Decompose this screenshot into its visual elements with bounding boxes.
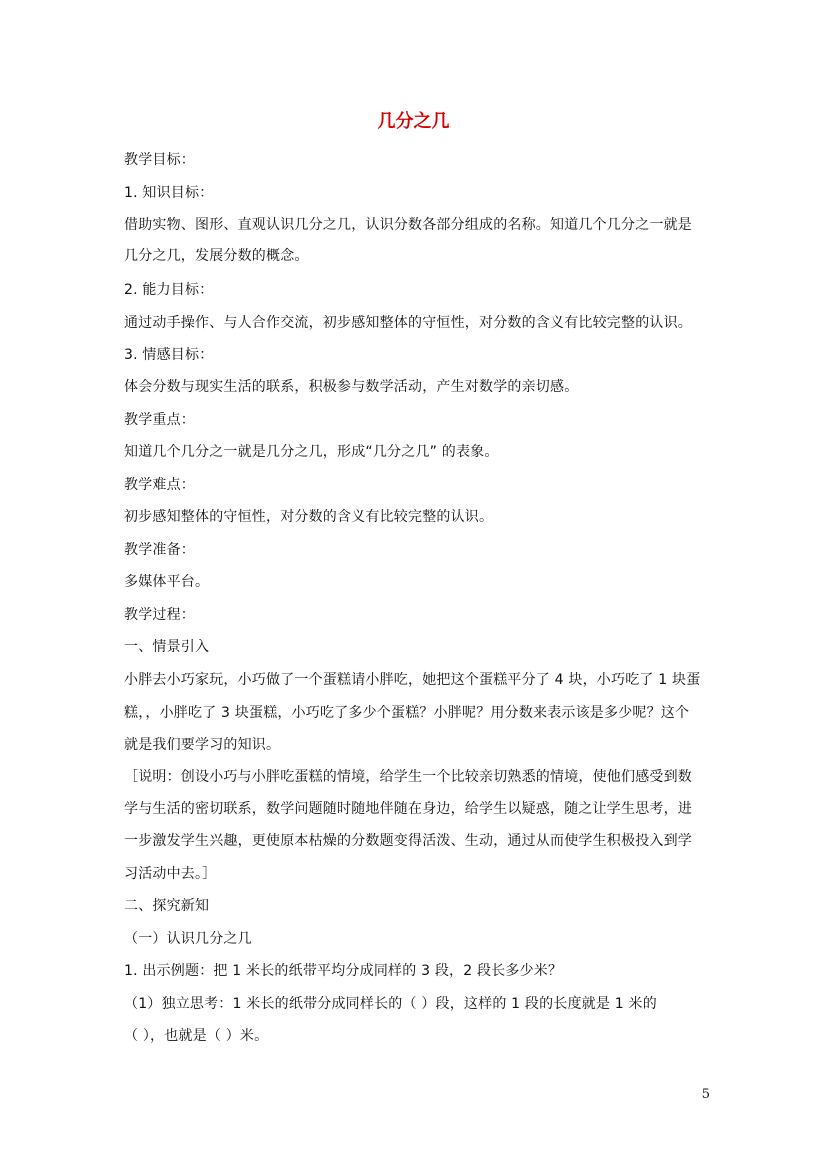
section-heading-explore: 二、探究新知	[124, 898, 210, 914]
section-heading-intro: 一、情景引入	[124, 639, 210, 655]
paragraph-line: 1. 出示例题：把 1 米长的纸带平均分成同样的 3 段，2 段长多少米？	[124, 963, 563, 979]
note-line: 学与生活的密切联系，数学问题随时随地伴随在身边，给学生以疑惑，随之让学生思考，进	[124, 801, 692, 817]
page-number: 5	[701, 1087, 710, 1102]
paragraph-line: 初步感知整体的守恒性，对分数的含义有比较完整的认识。	[124, 509, 494, 525]
subsection-heading: （一）认识几分之几	[124, 931, 252, 947]
heading-teaching-goals: 教学目标：	[124, 152, 195, 168]
paragraph-line: 小胖去小巧家玩，小巧做了一个蛋糕请小胖吃，她把这个蛋糕平分了 4 块，小巧吃了 1 块蛋	[124, 672, 701, 688]
paragraph-line: 体会分数与现实生活的联系，积极参与数学活动，产生对数学的亲切感。	[124, 379, 579, 395]
heading-preparation: 教学准备：	[124, 542, 195, 558]
note-line: ［说明：创设小巧与小胖吃蛋糕的情境，给学生一个比较亲切熟悉的情境，使他们感受到数	[124, 769, 692, 785]
paragraph-line: 几分之几，发展分数的概念。	[124, 248, 309, 264]
paragraph-line: 通过动手操作、与人合作交流，初步感知整体的守恒性，对分数的含义有比较完整的认识。	[124, 315, 692, 331]
note-line: 一步激发学生兴趣，更使原本枯燥的分数题变得活泼、生动，通过从而使学生积极投入到学	[124, 833, 692, 849]
paragraph-line: 糕，，小胖吃了 3 块蛋糕，小巧吃了多少个蛋糕？小胖呢？用分数来表示该是多少呢？这个	[124, 705, 690, 721]
heading-ability-goal: 2. 能力目标：	[124, 282, 214, 298]
paragraph-line: 就是我们要学习的知识。	[124, 737, 281, 753]
paragraph-line: 借助实物、图形、直观认识几分之几，认识分数各部分组成的名称。知道几个几分之一就是	[124, 217, 692, 233]
heading-emotion-goal: 3. 情感目标：	[124, 347, 214, 363]
paragraph-line: （1）独立思考：1 米长的纸带分成同样长的（ ）段，这样的 1 段的长度就是 1 米的	[124, 996, 657, 1012]
heading-process: 教学过程：	[124, 607, 195, 623]
document-title: 几分之几	[377, 111, 450, 132]
heading-difficulty: 教学难点：	[124, 477, 195, 493]
paragraph-line: （ ），也就是（ ）米。	[124, 1028, 269, 1044]
paragraph-line: 多媒体平台。	[124, 574, 210, 590]
paragraph-line: 知道几个几分之一就是几分之几，形成“几分之几” 的表象。	[124, 444, 499, 460]
note-line: 习活动中去。］	[124, 866, 217, 882]
heading-key-point: 教学重点：	[124, 412, 195, 428]
heading-knowledge-goal: 1. 知识目标：	[124, 185, 214, 201]
